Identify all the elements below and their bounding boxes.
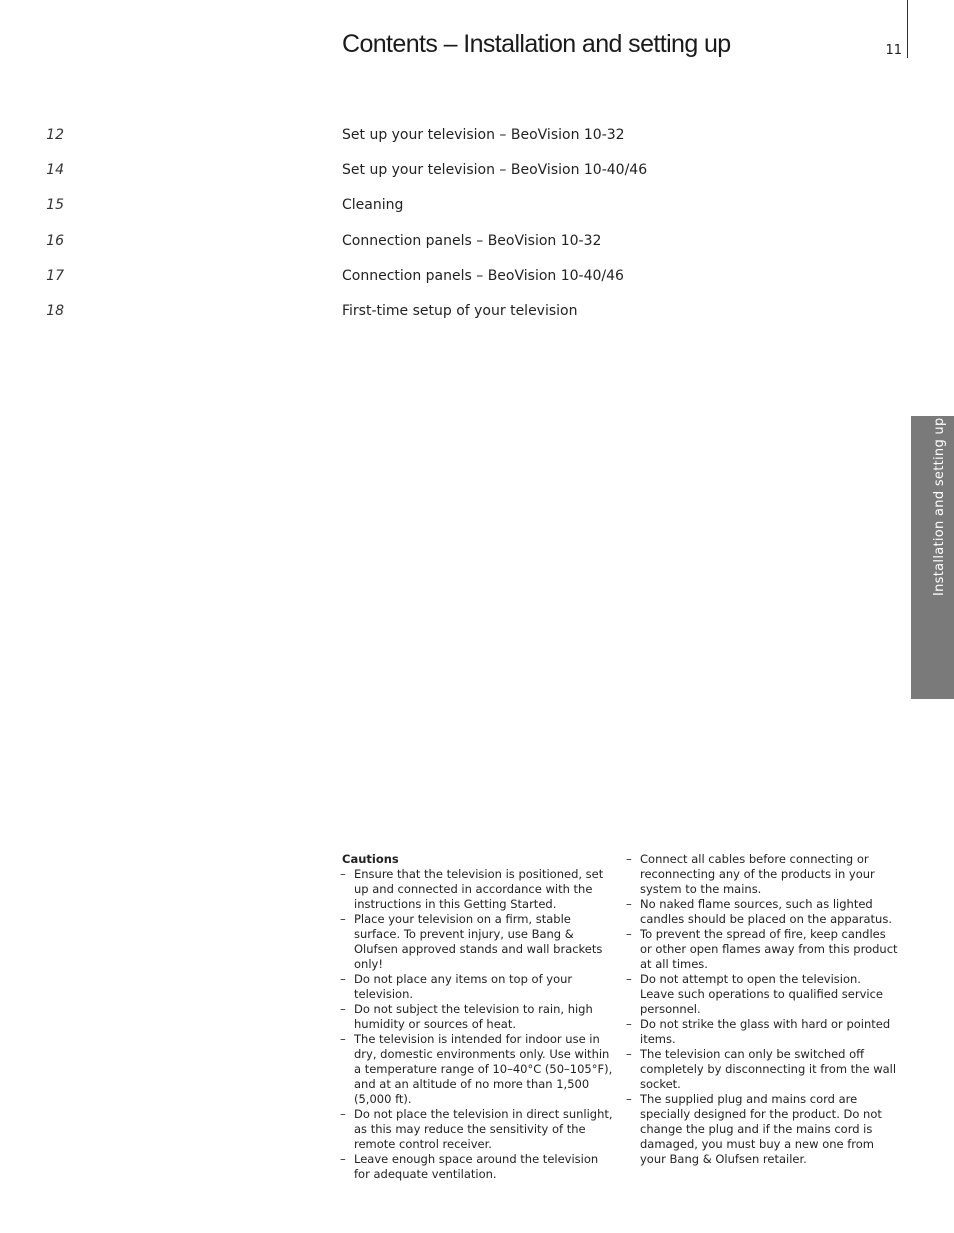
toc-page-number: 18 [46,302,64,319]
toc-entry[interactable] [0,197,700,232]
caution-item: – To prevent the spread of fire, keep candles or other open flames away from this product at all times. [626,927,898,972]
page-number: 11 [885,43,902,58]
caution-item: – The television can only be switched off completely by disconnecting it from the wall socket. [626,1047,898,1092]
toc-entry[interactable] [0,268,700,303]
section-side-tab [911,416,954,699]
table-of-contents [0,127,700,338]
caution-item: – Place your television on a firm, stable surface. To prevent injury, use Bang & Olufsen approved stands and wall brackets only! [340,912,616,972]
toc-page-number: 17 [46,267,64,284]
side-tab-label: Installation and setting up [932,417,947,596]
caution-item: – Do not subject the television to rain, high humidity or sources of heat. [340,1002,616,1032]
page-title: Contents – Installation and setting up [342,30,731,58]
toc-entry[interactable] [0,127,700,162]
cautions-right-column [626,852,898,1167]
cautions-heading: Cautions [342,852,399,866]
toc-entry[interactable] [0,303,700,338]
header-divider [907,0,908,58]
caution-item: – The supplied plug and mains cord are specially designed for the product. Do not change the plug and if the mains cord is damaged, you must buy a new one from your Bang & Olufsen retailer. [626,1092,898,1167]
caution-item: – Do not place any items on top of your television. [340,972,616,1002]
caution-item: – Do not strike the glass with hard or pointed items. [626,1017,898,1047]
cautions-list [626,852,898,1167]
toc-entry-title: Set up your television – BeoVision 10-40/46 [342,162,648,179]
caution-item: – No naked flame sources, such as lighted candles should be placed on the apparatus. [626,897,898,927]
toc-entry[interactable] [0,162,700,197]
caution-item: – Do not place the television in direct sunlight, as this may reduce the sensitivity of the remote control receiver. [340,1107,616,1152]
cautions-left-column [340,852,616,1182]
caution-item: – Do not attempt to open the television. Leave such operations to qualified service personnel. [626,972,898,1017]
cautions-list [340,867,616,1182]
toc-entry-title: Connection panels – BeoVision 10-32 [342,232,602,249]
toc-page-number: 14 [46,162,64,179]
toc-entry-title: Connection panels – BeoVision 10-40/46 [342,267,624,284]
caution-item: – Ensure that the television is positioned, set up and connected in accordance with the instructions in this Getting Started. [340,867,616,912]
caution-item: – Connect all cables before connecting or reconnecting any of the products in your system to the mains. [626,852,898,897]
toc-entry-title: First-time setup of your television [342,302,578,319]
toc-page-number: 15 [46,197,64,214]
toc-page-number: 12 [46,127,64,143]
toc-entry-title: Set up your television – BeoVision 10-32 [342,127,625,143]
caution-item: – Leave enough space around the television for adequate ventilation. [340,1152,616,1182]
toc-entry-title: Cleaning [342,197,404,214]
caution-item: – The television is intended for indoor use in dry, domestic environments only. Use within a temperature range of 10–40°C (50–105°F), and at an altitude of no more than 1,500 (5,000 ft). [340,1032,616,1107]
toc-page-number: 16 [46,232,64,249]
toc-entry[interactable] [0,233,700,268]
